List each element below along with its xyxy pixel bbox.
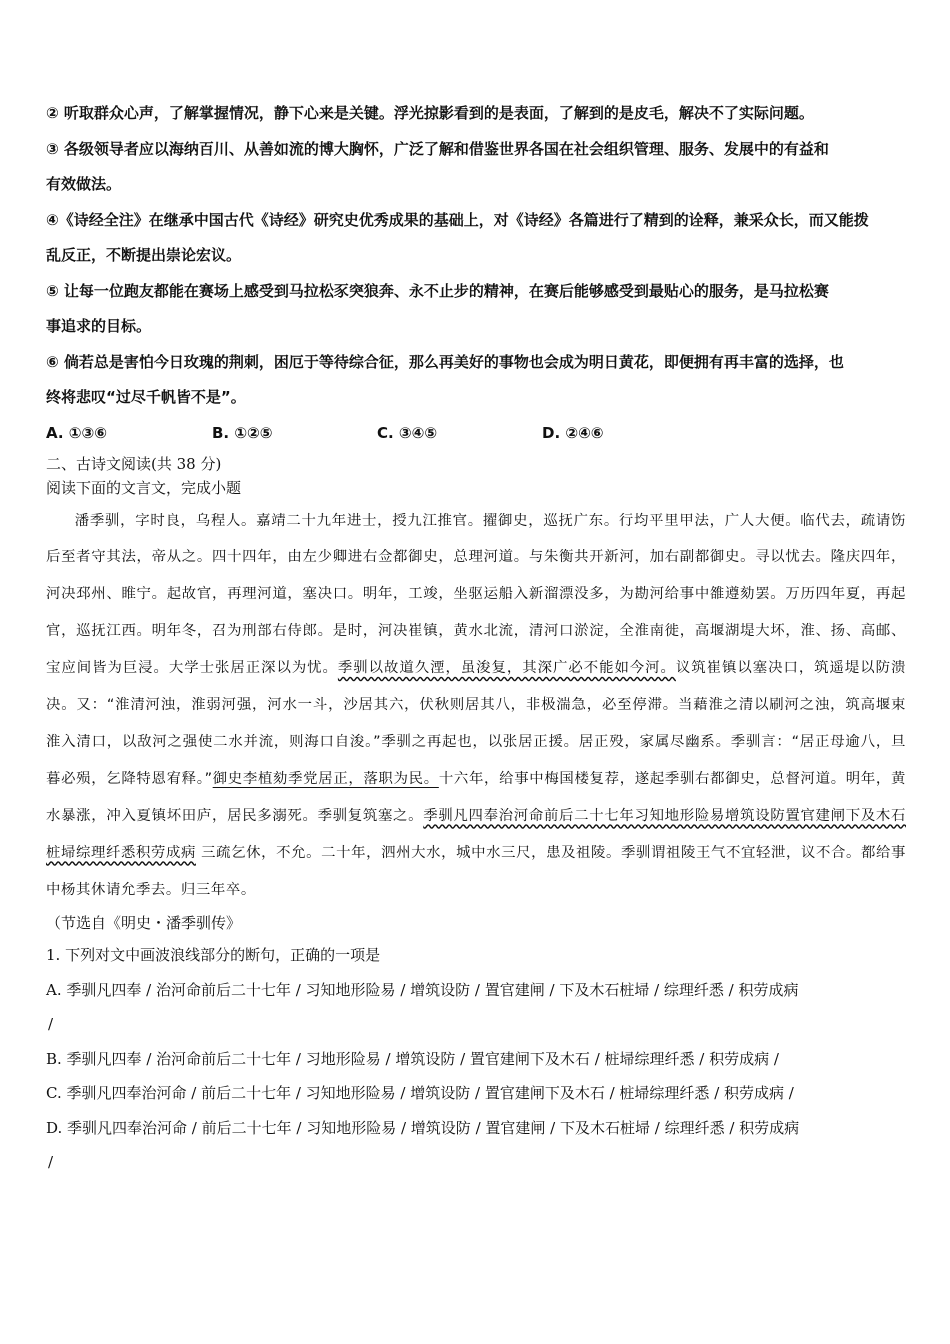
choice-b[interactable]: B. ①②⑤ (212, 423, 273, 442)
question-stem: 1. 下列对文中画波浪线部分的断句，正确的一项是 (46, 946, 381, 965)
classical-passage (46, 503, 906, 909)
choice-c[interactable]: C. ③④⑤ (377, 423, 438, 442)
statement-4-line-1: ④《诗经全注》在继承中国古代《诗经》研究史优秀成果的基础上，对《诗经》各篇进行了精到的诠释，兼采众长，而又能拨 (46, 210, 869, 229)
option-d[interactable]: D. 季驯凡四奉治河命 / 前后二十七年 / 习知地形险易 / 增筑设防 / 置官建闸 / 下及木石桩埽 / 综理纤悉 / 积劳成病 (46, 1118, 800, 1137)
choice-a[interactable]: A. ①③⑥ (46, 423, 107, 442)
underlined-sentence-2: 御史李植劾季党居正，落职为民。 (212, 770, 439, 787)
exam-page (46, 96, 906, 1180)
answer-choices (46, 416, 906, 450)
passage-text-1: 潘季驯，字时良，乌程人。嘉靖二十九年进士，授九江推官。擢御史，巡抚广东。行均平里甲法，广人大便。临代去，疏请饬后至者守其法，帝从之。四十四年，由左少卿进右佥都御史，总理河道。与朱衡共开新河，加右副都御史。寻以忧去。隆庆四年，河决邳州、睢宁。起故官，再理河道，塞决口。明年，工竣，坐驱运船入新溜漂没多，为勘河给事中雒遵劾罢。万历四年夏，再起官，巡抚江西。明年冬，召为刑部右侍郎。是时，河决崔镇，黄水北流，清河口淤淀，全淮南徙，高堰湖堤大坏，淮、扬、高邮、宝应间皆为巨浸。大学士张居正深以为忧。 (46, 512, 906, 677)
underlined-sentence-1: 季驯以故道久湮，虽浚复，其深广必不能如今河。 (337, 660, 676, 677)
statement-list (46, 96, 906, 416)
passage-text-4: 三疏乞休，不允。二十年，泗州大水，城中水三尺，患及祖陵。季驯谓祖陵王气不宜轻泄，议不合。都给事中杨其休请允季去。归三年卒。 (46, 844, 906, 898)
statement-5-line-1: ⑤ 让每一位跑友都能在赛场上感受到马拉松豕突狼奔、永不止步的精神，在赛后能够感受到最贴心的服务，是马拉松赛 (46, 281, 829, 300)
option-a[interactable]: A. 季驯凡四奉 / 治河命前后二十七年 / 习知地形险易 / 增筑设防 / 置官建闸 / 下及木石桩埽 / 综理纤悉 / 积劳成病 (46, 980, 799, 999)
option-d-continuation: / (48, 1153, 54, 1172)
option-a-continuation: / (48, 1015, 54, 1034)
wavy-underlined-segment: 季驯凡四奉治河命前后二十七年习知地形险易增筑设防置官建闸下及木石桩埽综理纤悉积劳成病 (46, 807, 906, 861)
statement-5-line-2: 事追求的目标。 (46, 317, 152, 335)
option-b[interactable]: B. 季驯凡四奉 / 治河命前后二十七年 / 习地形险易 / 增筑设防 / 置官建闸下及木石 / 桩埽综理纤悉 / 积劳成病 / (46, 1049, 779, 1068)
passage-text-2: 议筑崔镇以塞决口，筑遥堤以防溃决。又：“淮清河浊，淮弱河强，河水一斗，沙居其六，伏秋则居其八，非极湍急，必至停滞。当藉淮之清以刷河之浊，筑高堰束淮入清口，以敌河之强使二水并流，则海口自浚。”季驯之再起也，以张居正援。居正殁，家属尽幽系。季驯言：“居正母逾八，旦暮必殒，乞降特恩宥释。” (46, 660, 906, 787)
reading-instruction: 阅读下面的文言文，完成小题 (46, 478, 242, 497)
question-1 (46, 938, 906, 1180)
statement-3-line-2: 有效做法。 (46, 175, 122, 193)
statement-2-line-1: ② 听取群众心声，了解掌握情况，静下心来是关键。浮光掠影看到的是表面，了解到的是皮毛，解决不了实际问题。 (46, 104, 814, 122)
passage-text-3: 十六年，给事中梅国楼复荐，遂起季驯右都御史，总督河道。明年，黄水暴涨，冲入夏镇坏田庐，居民多溺死。季驯复筑塞之。 (46, 770, 906, 824)
choice-d[interactable]: D. ②④⑥ (542, 423, 604, 442)
statement-6-line-1: ⑥ 倘若总是害怕今日玫瑰的荆刺，困厄于等待综合征，那么再美好的事物也会成为明日黄花，即便拥有再丰富的选择，也 (46, 352, 844, 371)
passage-source: （节选自《明史・潘季驯传》 (46, 914, 242, 933)
section-title: 二、古诗文阅读(共 38 分) (46, 454, 222, 473)
statement-3-line-1: ③ 各级领导者应以海纳百川、从善如流的博大胸怀，广泛了解和借鉴世界各国在社会组织管理、服务、发展中的有益和 (46, 139, 829, 158)
statement-4-line-2: 乱反正，不断提出崇论宏议。 (46, 246, 242, 264)
option-c[interactable]: C. 季驯凡四奉治河命 / 前后二十七年 / 习知地形险易 / 增筑设防 / 置官建闸下及木石 / 桩埽综理纤悉 / 积劳成病 / (46, 1084, 794, 1103)
statement-6-line-2: 终将悲叹“过尽千帆皆不是”。 (46, 388, 246, 406)
